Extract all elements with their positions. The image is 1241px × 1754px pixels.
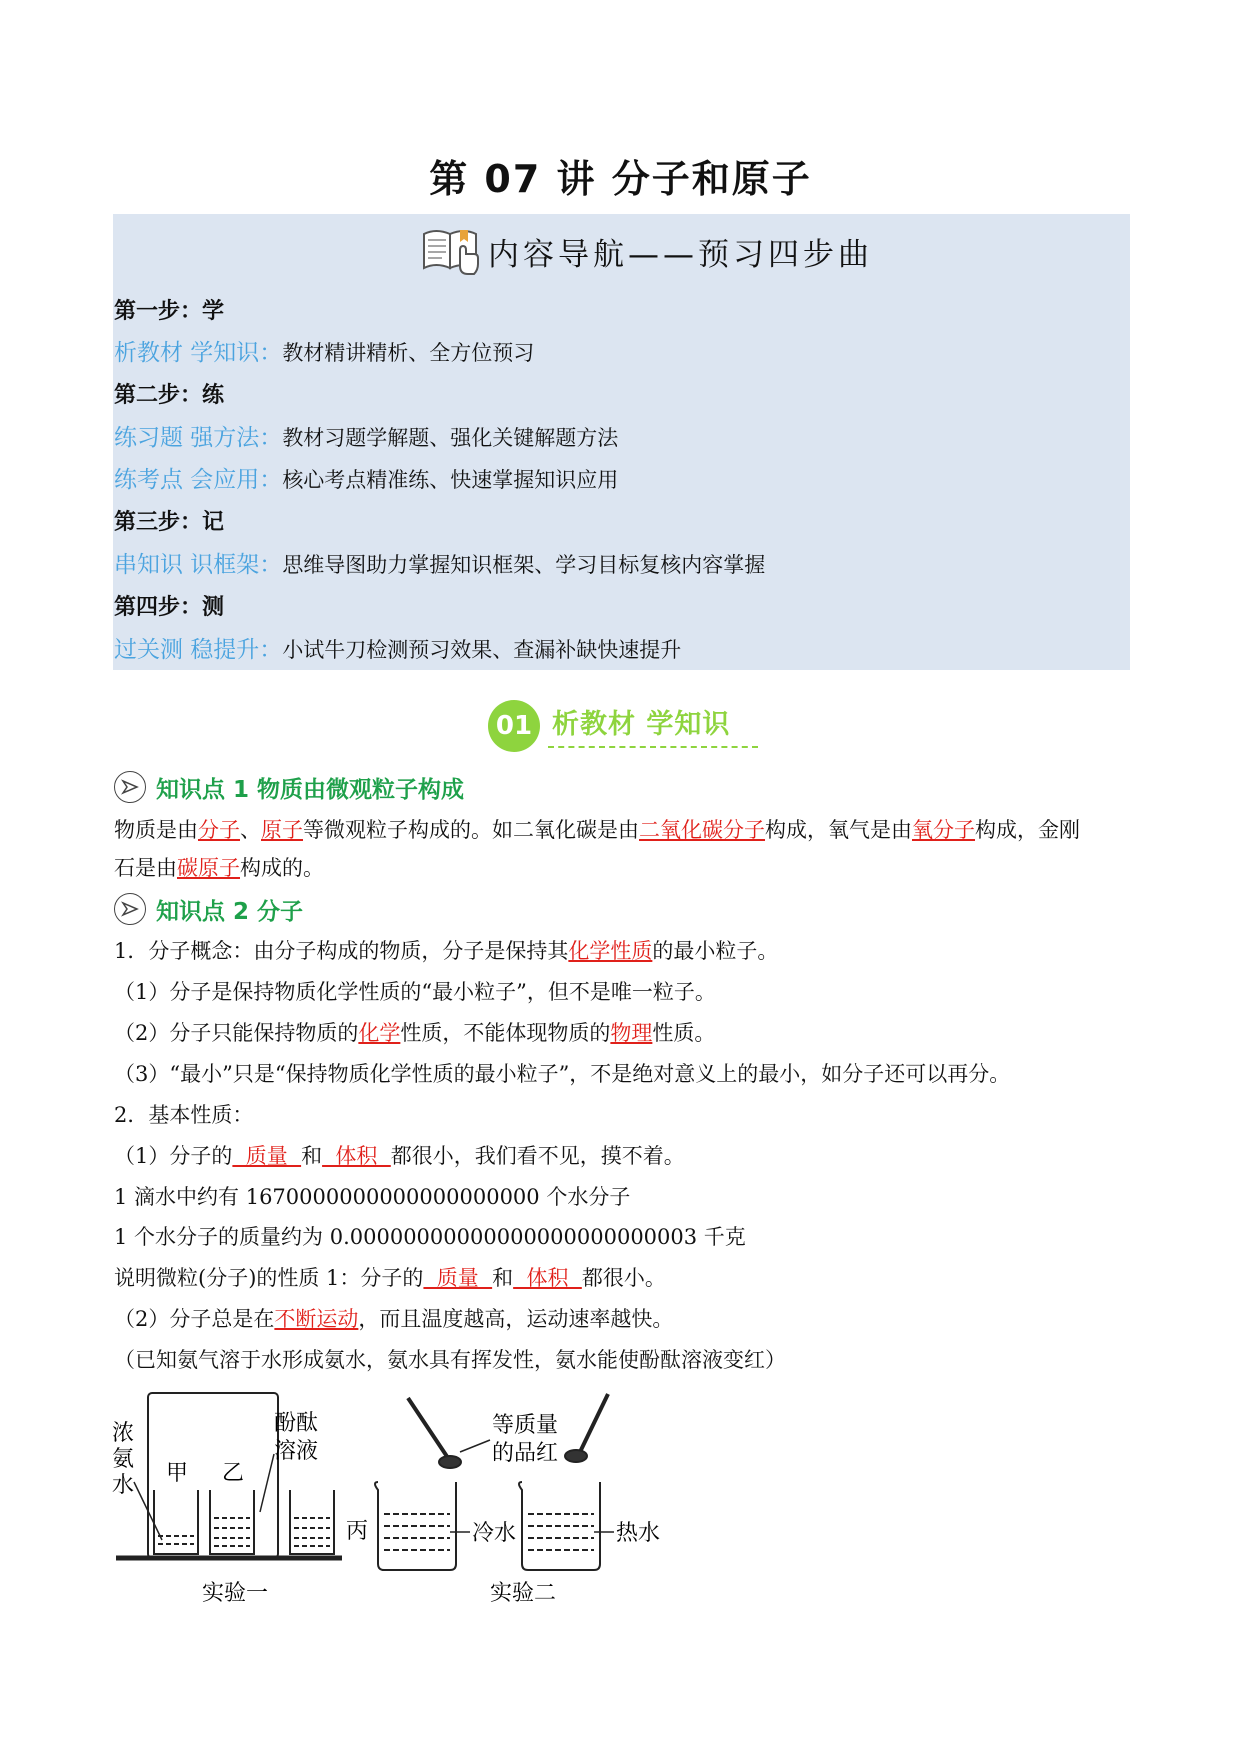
fig-label: 热水 <box>616 1521 661 1546</box>
fig-caption: 实验一 <box>202 1581 269 1606</box>
fig-caption: 实验二 <box>490 1581 557 1606</box>
fig-label: 丙 <box>346 1519 369 1544</box>
nav-header <box>420 222 873 280</box>
nav-item-test <box>114 633 681 667</box>
nav-step-1: 第一步：学 <box>114 299 225 324</box>
nav-item-label: 练考点 会应用： <box>114 467 283 493</box>
paragraph: （3）“最小”只是“保持物质化学性质的最小粒子”，不是绝对意义上的最小，如分子还可以再分。 <box>114 1062 1011 1086</box>
paragraph: 1．分子概念：由分子构成的物质，分子是保持其化学性质的最小粒子。 <box>114 939 779 963</box>
fig-label: 等质量 <box>492 1413 559 1438</box>
nav-header-title: 内容导航——预习四步曲 <box>488 236 873 273</box>
experiment-figure <box>110 1390 730 1610</box>
answer-blank: 质量 <box>423 1266 493 1290</box>
fig-label: 的品红 <box>492 1441 559 1466</box>
nav-item-label: 串知识 识框架： <box>114 552 283 578</box>
nav-step-2: 第二步：练 <box>114 383 225 408</box>
page-title: 第 07 讲 分子和原子 <box>429 157 812 201</box>
paragraph: 物质是由分子、原子等微观粒子构成的。如二氧化碳是由二氧化碳分子构成，氧气是由氧分子构成，金刚 <box>114 818 1080 842</box>
paragraph: 1 滴水中约有 1670000000000000000000 个水分子 <box>114 1185 631 1209</box>
paragraph: （2）分子总是在不断运动，而且温度越高，运动速率越快。 <box>114 1307 674 1331</box>
nav-step-4: 第四步：测 <box>114 595 225 620</box>
answer-blank: 体积 <box>513 1266 582 1290</box>
nav-item-desc: 核心考点精准练、快速掌握知识应用 <box>282 468 619 492</box>
paragraph: （1）分子是保持物质化学性质的“最小粒子”，但不是唯一粒子。 <box>114 980 716 1004</box>
answer-blank: 分子 <box>198 818 240 842</box>
nav-item-desc: 教材精讲精析、全方位预习 <box>282 341 535 365</box>
paragraph: 说明微粒(分子)的性质 1：分子的 质量 和 体积 都很小。 <box>114 1266 666 1290</box>
beaker-bing <box>290 1490 334 1554</box>
answer-blank: 物理 <box>610 1021 653 1045</box>
answer-blank: 碳原子 <box>177 856 240 880</box>
paragraph: 石是由碳原子构成的。 <box>114 856 324 880</box>
answer-blank: 氧分子 <box>912 818 975 842</box>
answer-blank: 不断运动 <box>274 1307 359 1331</box>
answer-blank: 质量 <box>232 1144 302 1168</box>
arrow-circle-icon <box>114 893 146 925</box>
spoon-right <box>580 1394 608 1452</box>
fig-label: 甲 <box>166 1461 189 1486</box>
paragraph: （已知氨气溶于水形成氨水，氨水具有挥发性，氨水能使酚酞溶液变红） <box>114 1348 786 1372</box>
nav-item-label: 练习题 强方法： <box>114 425 283 451</box>
nav-item-desc: 教材习题学解题、强化关键解题方法 <box>282 426 619 450</box>
fig-label: 乙 <box>222 1461 245 1486</box>
nav-item-desc: 小试牛刀检测预习效果、查漏补缺快速提升 <box>282 638 682 662</box>
fig-label: 氨 <box>112 1447 135 1472</box>
answer-blank: 体积 <box>322 1144 391 1168</box>
paragraph: （2）分子只能保持物质的化学性质，不能体现物质的物理性质。 <box>114 1021 716 1045</box>
answer-blank: 化学性质 <box>568 939 653 963</box>
section-title: 析教材 学知识 <box>552 709 731 740</box>
nav-step-3: 第三步：记 <box>114 510 225 535</box>
paragraph: 1 个水分子的质量约为 0.00000000000000000000000003 千克 <box>114 1225 746 1249</box>
paragraph: 2．基本性质： <box>114 1103 254 1127</box>
nav-item-label: 析教材 学知识： <box>114 340 283 366</box>
nav-item-framework <box>114 548 765 582</box>
section-underline <box>548 746 758 748</box>
fig-label: 水 <box>112 1473 135 1498</box>
fig-label: 溶液 <box>274 1439 319 1464</box>
answer-blank: 化学 <box>358 1021 401 1045</box>
knowledge-point-title: 知识点 2 分子 <box>156 898 304 925</box>
paragraph: （1）分子的 质量 和 体积 都很小，我们看不见，摸不着。 <box>114 1144 685 1168</box>
book-pointer-icon <box>420 224 482 278</box>
arrow-circle-icon <box>114 771 146 803</box>
fig-label: 酚酞 <box>274 1411 319 1436</box>
fig-label: 冷水 <box>472 1521 517 1546</box>
nav-item-practice <box>114 421 618 455</box>
answer-blank: 原子 <box>261 818 303 842</box>
nav-item-label: 过关测 稳提升： <box>114 637 283 663</box>
knowledge-point-2-heading <box>114 890 303 928</box>
nav-item-desc: 思维导图助力掌握知识框架、学习目标复核内容掌握 <box>282 553 766 577</box>
nav-item-study <box>114 336 534 370</box>
beaker-yi <box>210 1490 254 1554</box>
fig-label: 浓 <box>112 1421 135 1446</box>
nav-item-apply <box>114 463 618 497</box>
answer-blank: 二氧化碳分子 <box>639 818 765 842</box>
knowledge-point-title: 知识点 1 物质由微观粒子构成 <box>156 776 465 803</box>
spoon-left <box>408 1398 448 1458</box>
knowledge-point-1-heading <box>114 768 464 806</box>
section-number-badge: 01 <box>488 700 540 752</box>
